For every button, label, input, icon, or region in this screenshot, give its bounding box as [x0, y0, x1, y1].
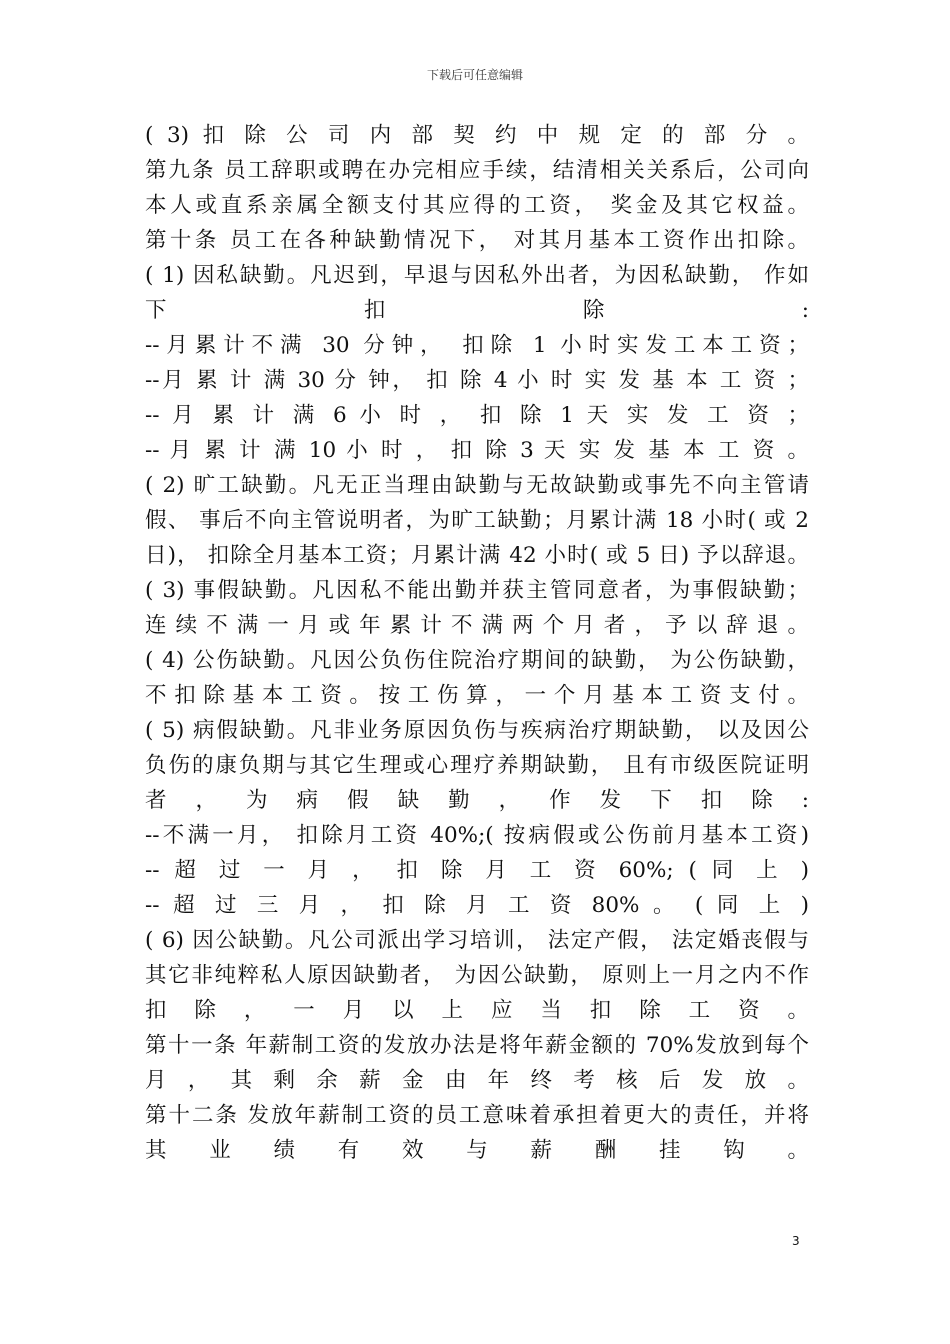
- text-line: 本人或直系亲属全额支付其应得的工资， 奖金及其它权益。: [145, 193, 809, 218]
- text-line: ( 3) 扣 除 公 司 内 部 契 约 中 规 定 的 部 分 。: [145, 123, 809, 148]
- body-text: [145, 118, 809, 1168]
- text-line: ( 4) 公伤缺勤。凡因公负伤住院治疗期间的缺勤， 为公伤缺勤，: [145, 648, 809, 673]
- text-line: ( 3) 事假缺勤。凡因私不能出勤并获主管同意者，为事假缺勤；: [145, 578, 809, 603]
- text-line: 月 ， 其 剩 余 薪 金 由 年 终 考 核 后 发 放 。: [145, 1068, 809, 1093]
- text-line: 日)， 扣除全月基本工资；月累计满 42 小时( 或 5 日) 予以辞退。: [145, 543, 809, 568]
- text-line: 第十条 员工在各种缺勤情况下， 对其月基本工资作出扣除。: [145, 228, 809, 253]
- text-line: ( 2) 旷工缺勤。凡无正当理由缺勤与无故缺勤或事先不向主管请: [145, 473, 809, 498]
- page-number: 3: [792, 1234, 800, 1248]
- text-line: 连 续 不 满 一 月 或 年 累 计 不 满 两 个 月 者 ， 予 以 辞 退 。: [145, 613, 809, 638]
- text-line: -- 超 过 一 月 ， 扣 除 月 工 资 60%; ( 同 上 ): [145, 858, 809, 883]
- text-line: --月 累 计 满 30 分 钟， 扣 除 4 小 时 实 发 基 本 工 资 ；: [145, 368, 809, 393]
- text-line: 其它非纯粹私人原因缺勤者， 为因公缺勤， 原则上一月之内不作: [145, 963, 809, 988]
- text-line: 不 扣 除 基 本 工 资 。 按 工 伤 算 ， 一 个 月 基 本 工 资 支 付 。: [145, 683, 809, 708]
- text-line: --月累计不满 30 分钟， 扣除 1 小时实发工本工资；: [145, 333, 809, 358]
- text-line: ( 1) 因私缺勤。凡迟到，早退与因私外出者，为因私缺勤， 作如: [145, 263, 809, 288]
- text-line: 负伤的康负期与其它生理或心理疗养期缺勤， 且有市级医院证明: [145, 753, 809, 778]
- text-line: 扣 除 ， 一 月 以 上 应 当 扣 除 工 资 。: [145, 998, 809, 1023]
- text-line: ( 5) 病假缺勤。凡非业务原因负伤与疾病治疗期缺勤， 以及因公: [145, 718, 809, 743]
- page-header: 下载后可任意编辑: [426, 68, 523, 82]
- text-line: --不满一月， 扣除月工资 40%;( 按病假或公伤前月基本工资): [145, 823, 809, 848]
- text-line: 其 业 绩 有 效 与 薪 酬 挂 钩 。: [145, 1138, 809, 1163]
- text-line: 第九条 员工辞职或聘在办完相应手续，结清相关关系后，公司向: [145, 158, 809, 183]
- text-line: 假、 事后不向主管说明者，为旷工缺勤；月累计满 18 小时( 或 2: [145, 508, 809, 533]
- text-line: 第十一条 年薪制工资的发放办法是将年薪金额的 70%发放到每个: [145, 1033, 809, 1058]
- text-line: -- 超 过 三 月 ， 扣 除 月 工 资 80% 。 ( 同 上 ): [145, 893, 809, 918]
- text-line: 下 扣 除 :: [145, 298, 809, 323]
- text-line: 第十二条 发放年薪制工资的员工意味着承担着更大的责任，并将: [145, 1103, 809, 1128]
- text-line: ( 6) 因公缺勤。凡公司派出学习培训， 法定产假， 法定婚丧假与: [145, 928, 809, 953]
- text-line: -- 月 累 计 满 6 小 时 ， 扣 除 1 天 实 发 工 资 ；: [145, 403, 809, 428]
- text-line: -- 月 累 计 满 10 小 时 ， 扣 除 3 天 实 发 基 本 工 资 。: [145, 438, 809, 463]
- text-line: 者 ， 为 病 假 缺 勤 ， 作 发 下 扣 除 :: [145, 788, 809, 813]
